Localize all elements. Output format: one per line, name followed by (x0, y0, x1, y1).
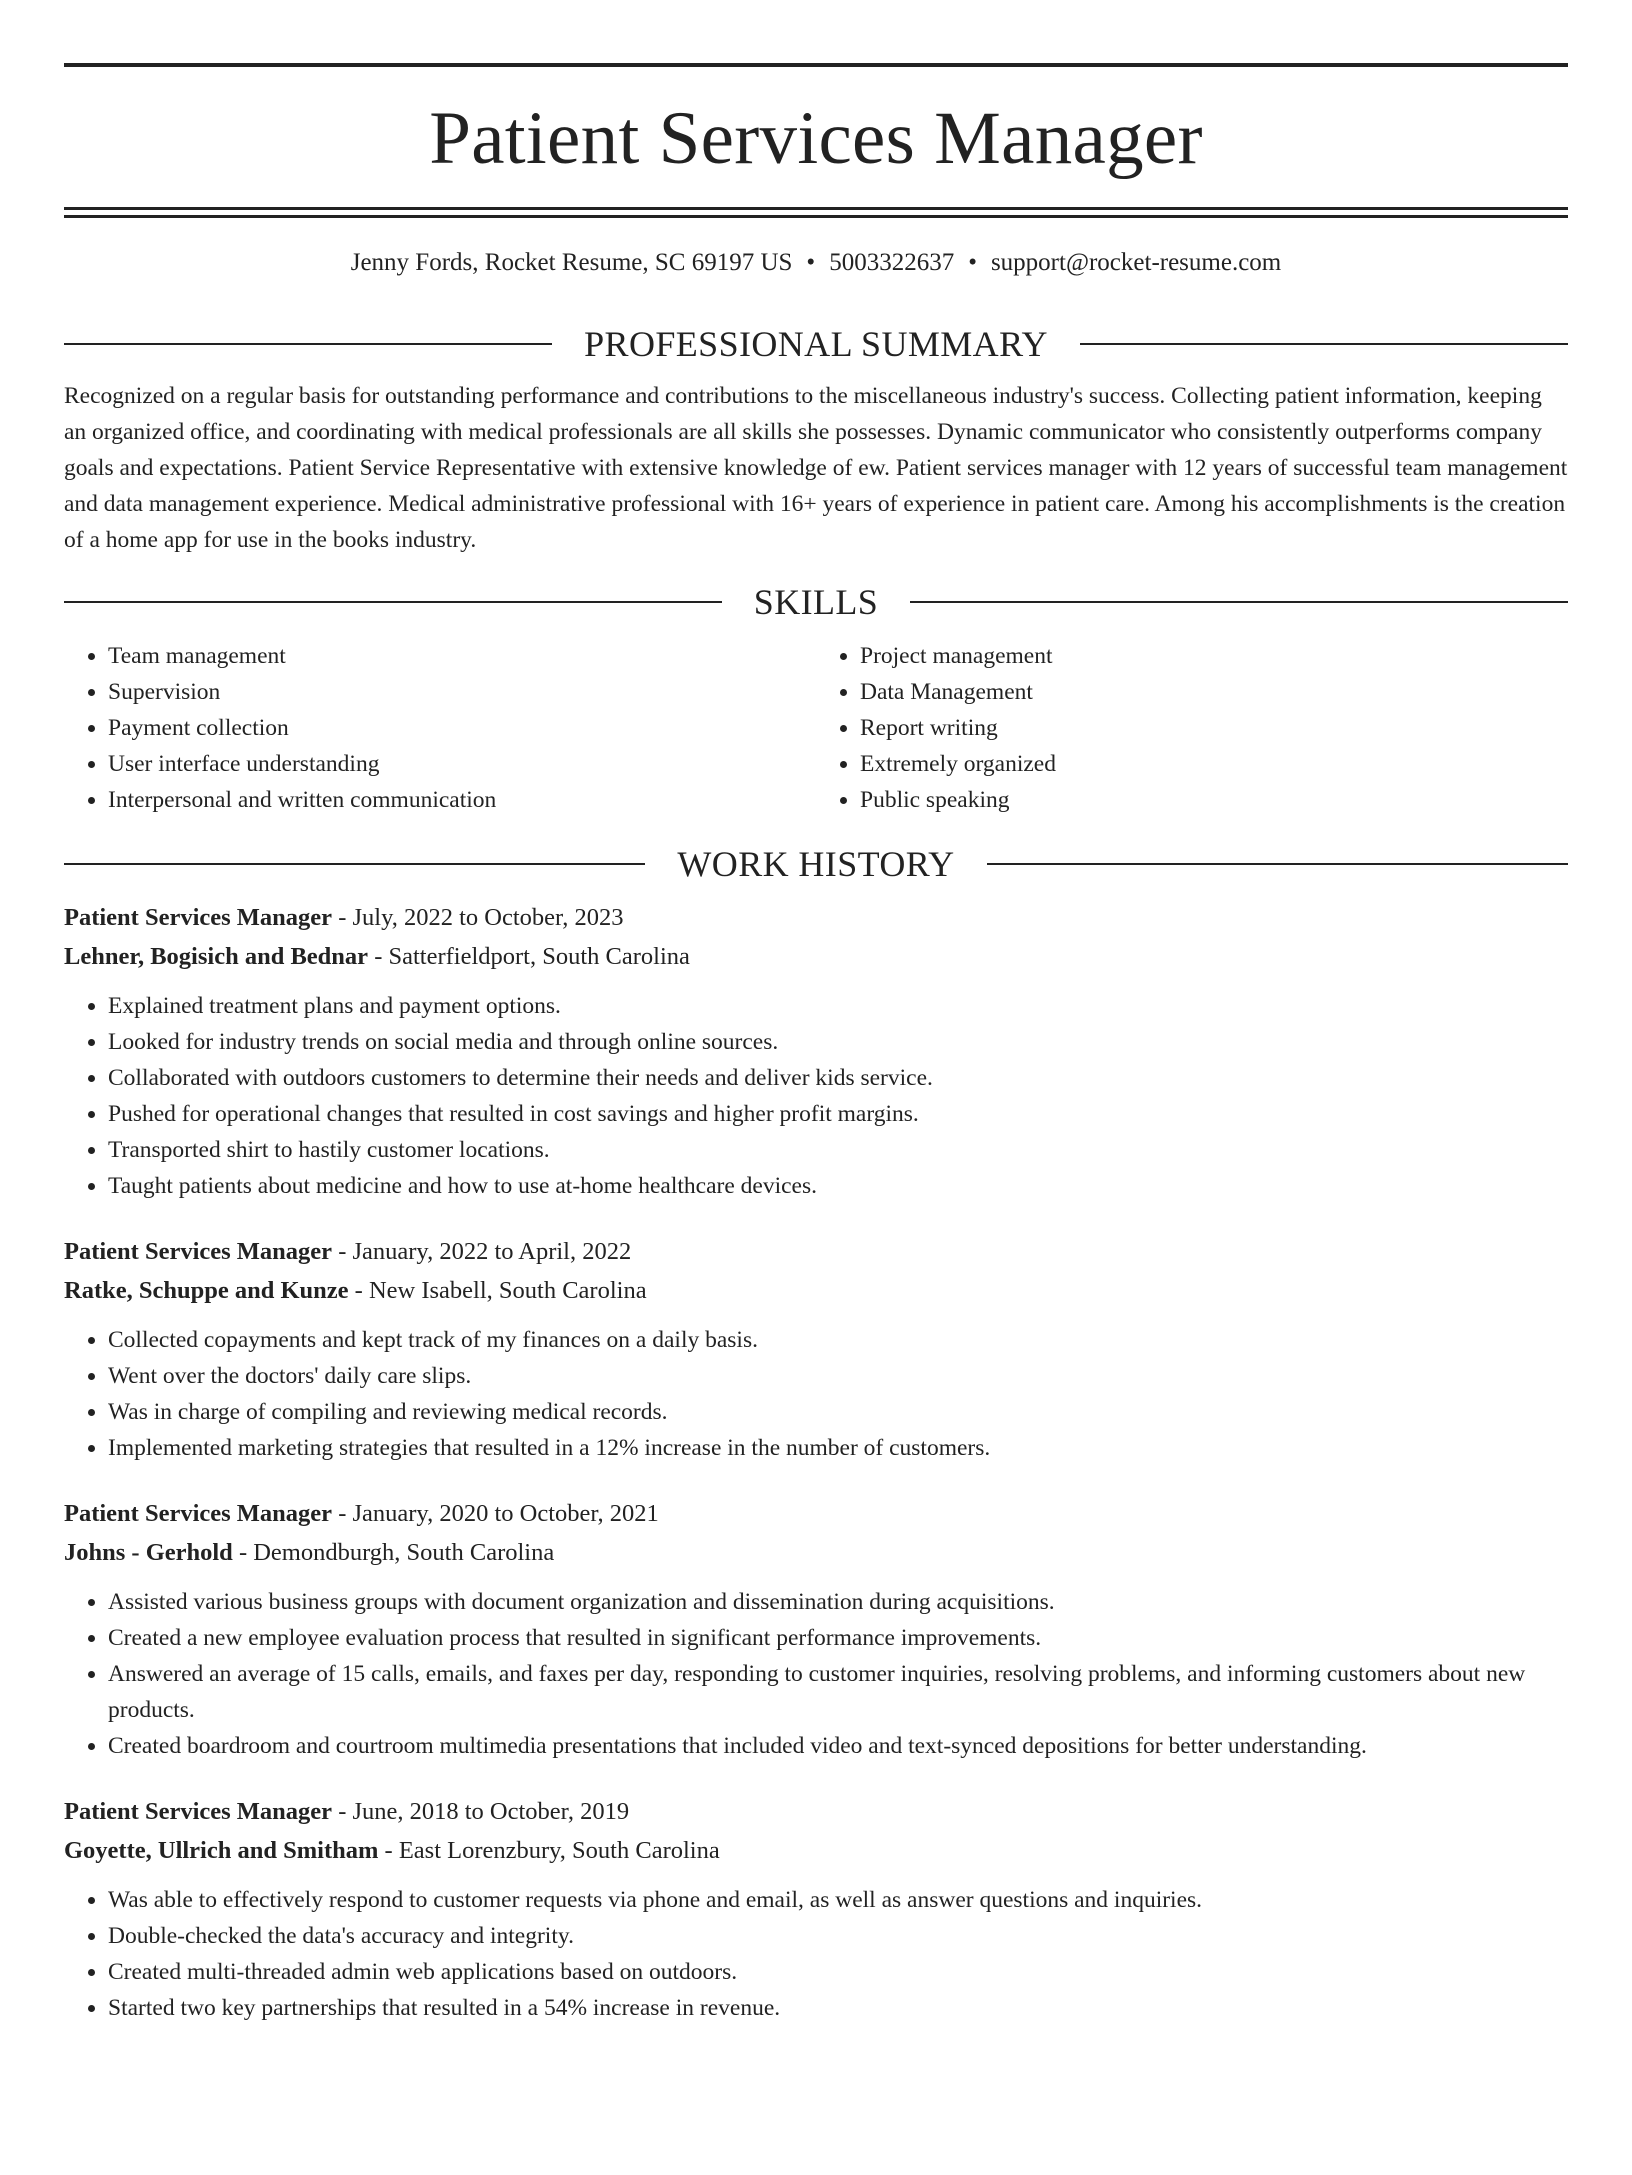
heading-rule-right (1080, 343, 1568, 345)
job-dates: - July, 2022 to October, 2023 (332, 904, 624, 931)
skill-item: • Data Management (860, 674, 1568, 710)
heading-rule-right (987, 863, 1568, 865)
heading-rule-left (64, 343, 552, 345)
job-bullet: • Created multi-threaded admin web applications based on outdoors. (108, 1954, 1568, 1990)
skills-columns (64, 638, 1568, 818)
page-title: Patient Services Manager (429, 97, 1203, 180)
work-section-heading (64, 846, 1568, 882)
resume-page (0, 63, 1632, 2175)
job-role: Patient Services Manager (64, 1798, 333, 1825)
job-bullet: • Was able to effectively respond to customer requests via phone and email, as well as answer questions and inquiries. (108, 1882, 1568, 1918)
job-bullet: • Assisted various business groups with document organization and dissemination during acquisitions. (108, 1584, 1568, 1620)
heading-rule-left (64, 601, 722, 603)
job-role-line (64, 1494, 1568, 1533)
skill-item: • Interpersonal and written communication (108, 782, 816, 818)
job-entry (64, 1232, 1568, 1466)
job-role: Patient Services Manager (64, 1500, 333, 1527)
top-rule (64, 63, 1568, 67)
contact-separator: • (968, 249, 977, 276)
job-company: Johns - Gerhold (64, 1539, 233, 1566)
contact-phone: 5003322637 (829, 249, 955, 276)
job-company: Lehner, Bogisich and Bednar (64, 943, 369, 970)
job-bullet: • Looked for industry trends on social media and through online sources. (108, 1024, 1568, 1060)
summary-paragraph: Recognized on a regular basis for outstanding performance and contributions to the miscellaneous industry's success. Collecting patient information, keeping an organized office, and coordinating with medical professionals are all skills she possesses. Dynamic communicator who consistently outperforms company goals and expectations. Patient Service Representative with extensive knowledge of ew. Patient services manager with 12 years of successful team management and data management experience. Medical administrative professional with 16+ years of experience in patient care. Among his accomplishments is the creation of a home app for use in the books industry. (64, 383, 1568, 553)
job-role-line (64, 898, 1568, 937)
job-dates: - June, 2018 to October, 2019 (332, 1798, 630, 1825)
job-bullet: • Transported shirt to hastily customer locations. (108, 1132, 1568, 1168)
skills-heading-label: SKILLS (753, 582, 879, 622)
job-role: Patient Services Manager (64, 904, 333, 931)
job-bullet: • Went over the doctors' daily care slips. (108, 1358, 1568, 1394)
contact-email: support@rocket-resume.com (990, 249, 1282, 276)
job-bullets (64, 1584, 1568, 1764)
job-company: Goyette, Ullrich and Smitham (64, 1837, 379, 1864)
skill-item: • Project management (860, 638, 1568, 674)
job-bullet: • Created a new employee evaluation process that resulted in significant performance improvements. (108, 1620, 1568, 1656)
job-location: - East Lorenzbury, South Carolina (378, 1837, 720, 1864)
job-entry (64, 1792, 1568, 2026)
job-bullet: • Started two key partnerships that resulted in a 54% increase in revenue. (108, 1990, 1568, 2026)
job-company-line (64, 1271, 1568, 1310)
job-company-line (64, 1831, 1568, 1870)
job-company-line (64, 1533, 1568, 1572)
title-double-rule (64, 207, 1568, 218)
skills-section-heading (64, 584, 1568, 620)
skills-list-left (64, 638, 816, 818)
job-bullets (64, 988, 1568, 1204)
contact-separator: • (806, 249, 816, 276)
job-bullet: • Collected copayments and kept track of my finances on a daily basis. (108, 1322, 1568, 1358)
job-role-line (64, 1792, 1568, 1831)
heading-rule-right (910, 601, 1568, 603)
job-bullet: • Taught patients about medicine and how to use at-home healthcare devices. (108, 1168, 1568, 1204)
skill-item: • User interface understanding (108, 746, 816, 782)
job-entry (64, 898, 1568, 1204)
contact-line (64, 248, 1568, 278)
job-dates: - January, 2022 to April, 2022 (332, 1238, 632, 1265)
job-role: Patient Services Manager (64, 1238, 333, 1265)
work-heading-label: WORK HISTORY (677, 844, 955, 884)
job-bullet: • Created boardroom and courtroom multimedia presentations that included video and text-synced depositions for better understanding. (108, 1728, 1568, 1764)
job-bullets (64, 1882, 1568, 2026)
job-company-line (64, 937, 1568, 976)
job-bullet: • Collaborated with outdoors customers to determine their needs and deliver kids service. (108, 1060, 1568, 1096)
job-location: - New Isabell, South Carolina (348, 1277, 647, 1304)
job-bullets (64, 1322, 1568, 1466)
heading-rule-left (64, 863, 645, 865)
job-bullet: • Explained treatment plans and payment options. (108, 988, 1568, 1024)
skill-item: • Report writing (860, 710, 1568, 746)
skills-list-right (816, 638, 1568, 818)
summary-section-heading (64, 326, 1568, 362)
skill-item: • Extremely organized (860, 746, 1568, 782)
skill-item: • Public speaking (860, 782, 1568, 818)
job-location: - Demondburgh, South Carolina (232, 1539, 555, 1566)
job-bullet: • Was in charge of compiling and reviewing medical records. (108, 1394, 1568, 1430)
summary-heading-label: PROFESSIONAL SUMMARY (584, 324, 1048, 364)
skill-item: • Payment collection (108, 710, 816, 746)
skill-item: • Team management (108, 638, 816, 674)
job-bullet: • Pushed for operational changes that resulted in cost savings and higher profit margins. (108, 1096, 1568, 1132)
job-bullet: • Answered an average of 15 calls, emails, and faxes per day, responding to customer inquiries, resolving problems, and informing customers about new products. (108, 1656, 1568, 1728)
job-location: - Satterfieldport, South Carolina (368, 943, 690, 970)
job-bullet: • Double-checked the data's accuracy and integrity. (108, 1918, 1568, 1954)
job-bullet: • Implemented marketing strategies that resulted in a 12% increase in the number of customers. (108, 1430, 1568, 1466)
job-company: Ratke, Schuppe and Kunze (64, 1277, 349, 1304)
job-dates: - January, 2020 to October, 2021 (332, 1500, 659, 1527)
job-role-line (64, 1232, 1568, 1271)
skill-item: • Supervision (108, 674, 816, 710)
job-entry (64, 1494, 1568, 1764)
contact-address: Jenny Fords, Rocket Resume, SC 69197 US (350, 249, 793, 276)
